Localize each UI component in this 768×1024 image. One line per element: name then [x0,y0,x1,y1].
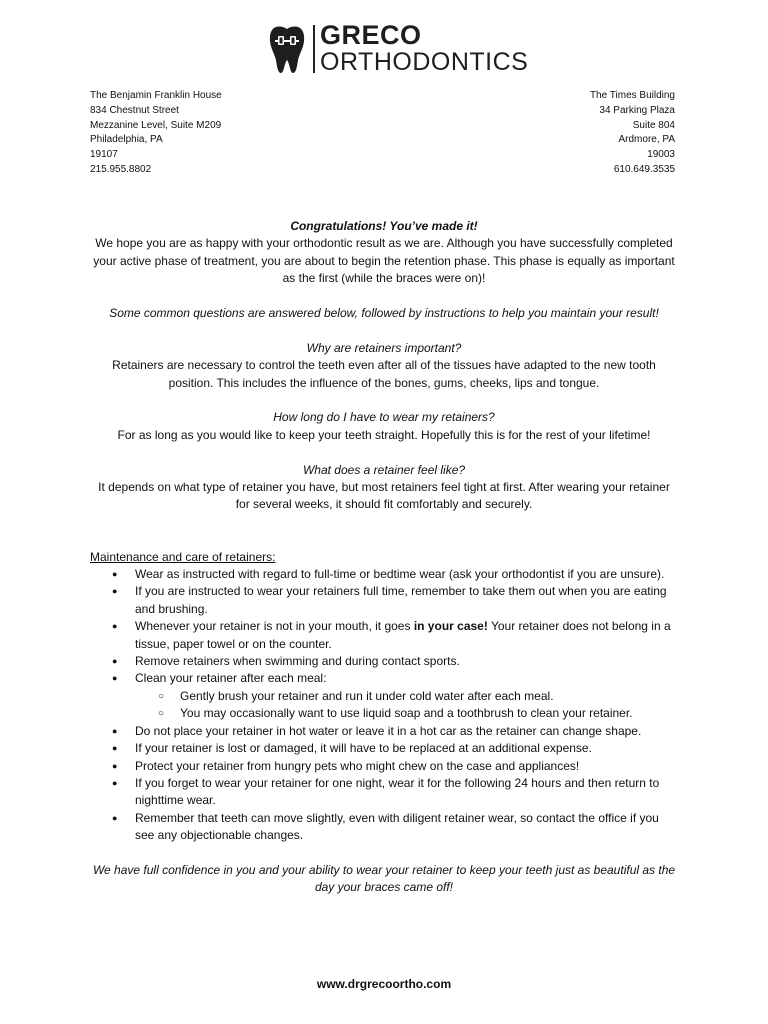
address-line: Ardmore, PA [618,134,675,146]
address-line: 34 Parking Plaza [599,104,675,116]
list-item [135,618,678,653]
address-line: 834 Chestnut Street [90,104,179,116]
list-item [135,670,678,722]
congratulations-heading: Congratulations! You’ve made it! [290,219,478,233]
address-line: Philadelphia, PA [90,134,163,146]
letter-body [90,218,678,897]
list-item: ● Protect your retainer from hungry pets who might chew on the case and appliances! [135,758,678,775]
list-item: ● Wear as instructed with regard to full-time or bedtime wear (ask your orthodontist if you are unsure). [135,566,678,583]
faq-question: How long do I have to wear my retainers? [273,410,495,425]
list-item: ● If your retainer is lost or damaged, it will have to be replaced at an additional expense. [135,740,678,757]
faq-answer: It depends on what type of retainer you have, but most retainers feel tight at first. After wearing your retainer for several weeks, it should fit comfortably and securely. [98,480,670,512]
logo-subtitle: ORTHODONTICS [320,48,529,76]
sub-list-item: ○ You may occasionally want to use liquid soap and a toothbrush to clean your retainer. [180,705,678,722]
address-line: 19003 [647,149,675,161]
list-item: ● If you forget to wear your retainer for one night, wear it for the following 24 hours and then return to nighttime wear. [135,775,678,810]
list-item: ● Do not place your retainer in hot water or leave it in a hot car as the retainer can change shape. [135,723,678,740]
phone-number: 215.955.8802 [90,163,152,175]
list-item-text: Whenever your retainer is not in your mouth, it goes [135,619,414,634]
address-line: The Times Building [589,90,675,101]
list-item: ● Remove retainers when swimming and during contact sports. [135,653,678,670]
maintenance-list [90,566,678,845]
faq-answer: Retainers are necessary to control the teeth even after all of the tissues have adapted to the new tooth position. This includes the influence of the bones, gums, cheeks, lips and tongue. [112,358,656,390]
website-link[interactable]: www.drgrecoortho.com [316,977,452,991]
address-line: The Benjamin Franklin House [90,90,222,101]
faq-answer: For as long as you would like to keep your teeth straight. Hopefully this is for the rest of your lifetime! [117,427,651,442]
philadelphia-address [90,89,222,178]
logo-divider [313,25,315,73]
faq-question: Why are retainers important? [306,340,462,355]
sub-list-item: ○ Gently brush your retainer and run it under cold water after each meal. [180,688,678,705]
phone-number: 610.649.3535 [613,163,675,175]
common-questions-intro: Some common questions are answered below, followed by instructions to help you maintain your result! [109,306,659,321]
list-item: ● If you are instructed to wear your retainers full time, remember to take them out when you are eating and brushing. [135,583,678,618]
faq-question: What does a retainer feel like? [302,462,466,477]
list-item: ● Remember that teeth can move slightly, even with diligent retainer wear, so contact the office if you see any objectionable changes. [135,810,678,845]
logo-name: GRECO [320,20,422,50]
intro-paragraph: We hope you are as happy with your orthodontic result as we are. Although you have successfully completed your active phase of treatment, you are about to begin the retention phase. This phase is equally as important as the first (while the braces were on)! [93,236,675,286]
address-line: Suite 804 [632,119,675,131]
address-line: Mezzanine Level, Suite M209 [90,119,222,131]
list-item-text: Your retainer does not belong in a tissue, paper towel or on the counter. [135,619,671,651]
practice-logo [268,22,528,75]
ardmore-address [590,89,675,178]
list-item-text: Clean your retainer after each meal: [135,671,327,686]
tooth-braces-icon [268,24,306,74]
closing-statement: We have full confidence in you and your ability to wear your retainer to keep your teeth just as beautiful as the day your braces came off! [92,862,676,895]
emphasis-text: in your case! [413,619,488,634]
address-line: 19107 [90,149,118,161]
cleaning-sublist [135,688,678,723]
maintenance-heading: Maintenance and care of retainers: [90,549,276,564]
